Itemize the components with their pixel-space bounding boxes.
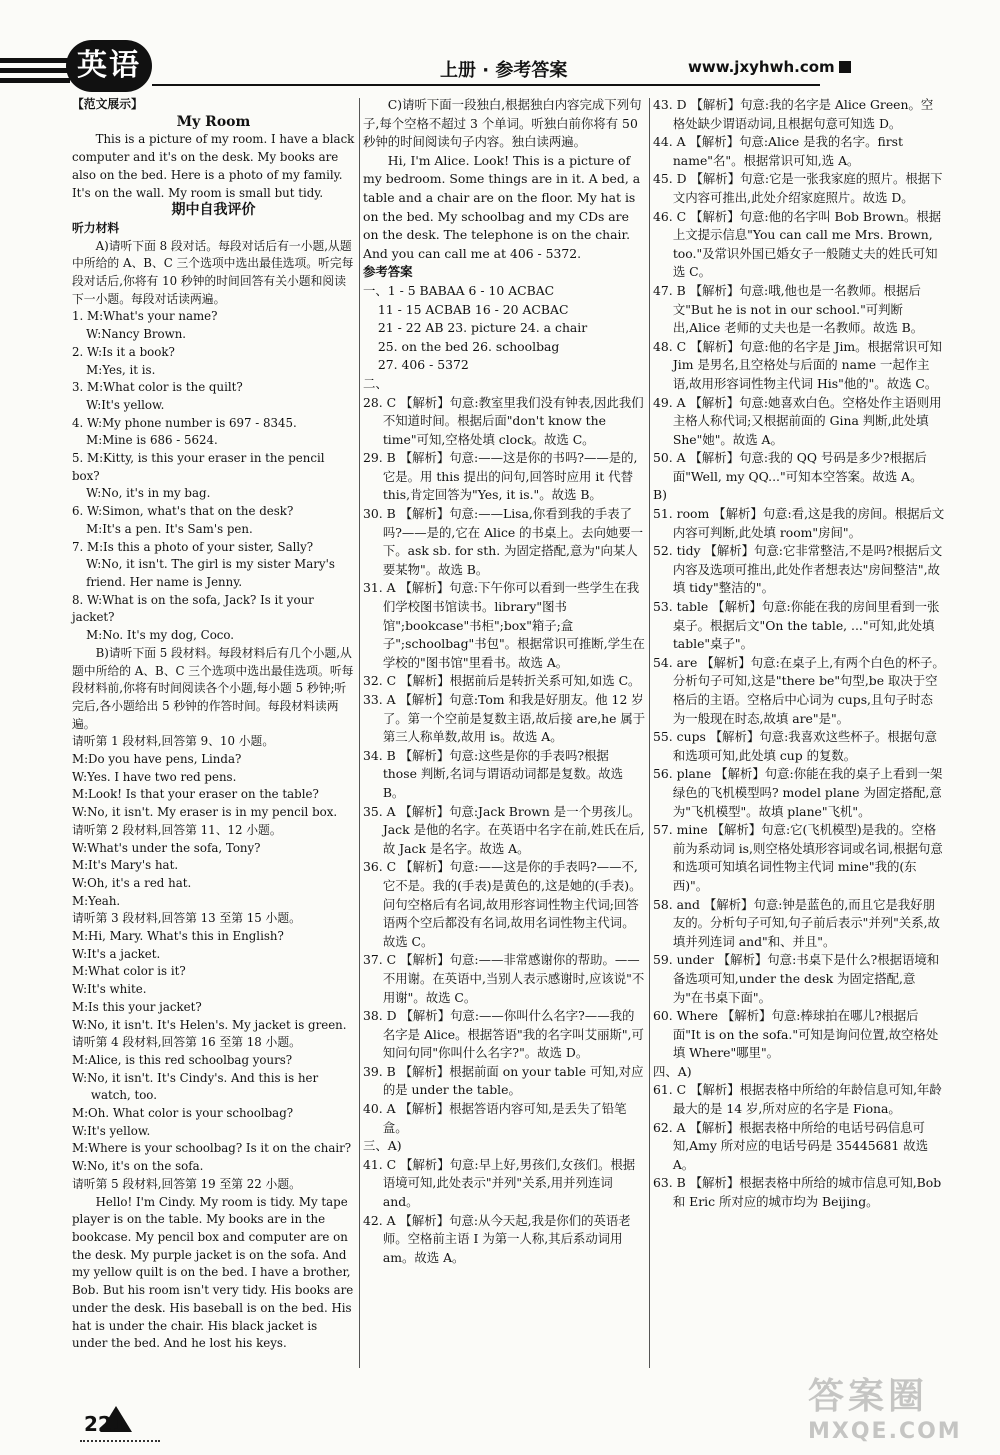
col1-line: 8. W:What is on the sofa, Jack? Is it your jacket?: [72, 592, 314, 625]
col1-line: 2. W:Is it a book?: [72, 344, 175, 359]
col2-line: 42. A 【解析】句意:从今天起,我是你们的英语老师。空格前主语 I 为第一人称,其后系动词用 am。故选 A。: [363, 1212, 631, 1265]
col1-line: M:Mine is 686 - 5624.: [86, 433, 218, 448]
col3-line: 54. are 【解析】句意:在桌子上,有两个白色的杯子。分析句子可知,这是"there be"句型,be 取决于空格后的主语。空格后中心词为 cups,且句子时态为一般现在时态,故填 are"是"。: [653, 654, 945, 726]
url-block-icon: [839, 61, 851, 73]
col1-line: W:Nancy Brown.: [86, 327, 187, 342]
col3-line: 58. and 【解析】句意:钟是蓝色的,而且它是我好朋友的。分析句子可知,句子前后表示"并列"关系,故填并列连词 and"和、并且"。: [653, 896, 940, 949]
col1-line: 7. M:Is this a photo of your sister, Sally?: [72, 539, 314, 554]
column-divider-1: [359, 98, 360, 1368]
col3-line: 62. A 【解析】根据表格中所给的电话号码信息可知,Amy 所对应的电话号码是 35445681 故选 A。: [653, 1119, 929, 1172]
col3-line: B): [653, 487, 667, 503]
col3-line: 45. D 【解析】句意:它是一张我家庭的照片。根据下文内容可推出,此处介绍家庭照片。故选 D。: [653, 171, 943, 205]
col2-line: 38. D 【解析】句意:——你叫什么名字?——我的名字是 Alice。根据答语"我的名字叫艾丽斯",可知问句同"你叫什么名字?"。故选 D。: [363, 1008, 644, 1061]
page-header: [0, 0, 1000, 92]
col2-line: 21 - 22 AB 23. picture 24. a chair: [377, 320, 588, 336]
col2-line: 一、1 - 5 BABAA 6 - 10 ACBAC: [363, 282, 555, 298]
col1-line: Hello! I'm Cindy. My room is tidy. My tape player is on the table. My books are in the bookcase. My pencil box and computer are on the desk. My purple jacket is on the sofa. And my yellow quilt is on the bed. I have a brother, Bob. But his room isn't very tidy. His books are under the desk. His baseball is on the bed. His hat is under the chair. His black jacket is under the bed. And he lost his keys.: [72, 1194, 354, 1351]
col1-line: 3. M:What color is the quilt?: [72, 380, 243, 395]
col2-line: 30. B 【解析】句意:——Lisa,你看到我的手表了吗?——是的,它在 Alice 的书桌上。去向她要一下。ask sb. for sth. 为固定搭配,意为"向某人要某物"。故选 B。: [363, 506, 644, 577]
col1-line: M:Hi, Mary. What's this in English?: [72, 929, 284, 944]
col1-line: M:Yes, it is.: [86, 362, 156, 377]
col3-line: 59. under 【解析】句意:书桌下是什么?根据语境和备选项可知,under the desk 为固定搭配,意为"在书桌下面"。: [653, 952, 940, 1005]
col1-line: W:No, it's in my bag.: [86, 486, 211, 501]
col3-line: 57. mine 【解析】句意:它(飞机模型)是我的。空格前为系动词 is,则空格处填形容词或名词,根据句意和选项可知填名词性物主代词 mine"我的(东西)"。: [653, 822, 943, 893]
col1-line: M:Is this your jacket?: [72, 999, 202, 1014]
col2-line: Hi, I'm Alice. Look! This is a picture of my bedroom. Some things are in it. A bed, a table and a chair are on the floor. My hat is on the bed. My schoolbag and my CDs are on the desk. The telephone is on the chair. And you can call me at 406 - 5372.: [363, 152, 641, 261]
col3-line: 55. cups 【解析】句意:我喜欢这些杯子。根据句意和选项可知,此处填 cup 的复数。: [653, 729, 937, 763]
col1-line: 期中自我评价: [171, 202, 256, 219]
col1-line: This is a picture of my room. I have a black computer and it's on the desk. My books are also on the bed. Here is a photo of my family. It's on the wall. My room is small but tidy.: [72, 132, 355, 200]
col2-line: 29. B 【解析】句意:——这是你的书吗?——是的,它是。用 this 提出的问句,回答时应用 it 代替 this,肯定回答为"Yes, it is."。故选 B。: [363, 450, 638, 503]
col2-line: 36. C 【解析】句意:——这是你的手表吗?——不,它不是。我的(手表)是黄色的,这是她的(手表)。问句空格后有名词,故用形容词性物主代词;回答语两个空后都没有名词,故用名词性物主代词。故选 C。: [363, 859, 642, 949]
column-1: [72, 96, 355, 1353]
col2-line: 34. B 【解析】句意:这些是你的手表吗?根据 those 判断,名词与谓语动词都是复数。故选 B。: [363, 747, 624, 800]
col2-line: 37. C 【解析】句意:——非常感谢你的帮助。——不用谢。在英语中,当别人表示感谢时,应该说"不用谢"。故选 C。: [363, 952, 645, 1005]
column-divider-2: [649, 98, 650, 1368]
col3-line: 47. B 【解析】句意:哦,他也是一名教师。根据后文"But he is not in our school."可判断出,Alice 老师的丈夫也是一名教师。故选 B。: [653, 282, 924, 336]
col1-line: M:Oh. What color is your schoolbag?: [72, 1106, 294, 1121]
col2-line: 33. A 【解析】句意:Tom 和我是好朋友。他 12 岁了。第一个空前是复数主语,故后接 are,he 属于第三人称单数,故用 is。故选 A。: [363, 692, 646, 745]
col3-line: 43. D 【解析】句意:我的名字是 Alice Green。空格处缺少谓语动词,且根据句意可知选 D。: [653, 97, 934, 131]
col1-line: 请听第 1 段材料,回答第 9、10 小题。: [72, 734, 275, 749]
col1-line: W:No, it isn't. My eraser is in my pencil box.: [72, 805, 338, 820]
col1-line: M:Where is your schoolbag? Is it on the chair?: [72, 1141, 352, 1156]
col2-line: 41. C 【解析】句意:早上好,男孩们,女孩们。根据语境可知,此处表示"并列"关系,用并列连词 and。: [363, 1156, 636, 1210]
col1-line: W:No, it isn't. It's Helen's. My jacket is green.: [72, 1017, 347, 1032]
col2-line: 参考答案: [363, 264, 413, 280]
header-url-text: www.jxyhwh.com: [688, 58, 835, 76]
col3-line: 56. plane 【解析】句意:你能在我的桌子上看到一架绿色的飞机模型吗? model plane 为固定搭配,意为"飞机模型"。故填 plane"飞机"。: [653, 766, 943, 819]
col3-line: 48. C 【解析】句意:他的名字是 Jim。根据常识可知 Jim 是男名,且空格处与后面的 name 一起作主语,故用形容词性物主代词 His"他的"。故选 C。: [653, 338, 942, 391]
col3-line: 44. A 【解析】句意:Alice 是我的名字。first name"名"。根据常识可知,选 A。: [653, 134, 904, 168]
col3-line: 46. C 【解析】句意:他的名字叫 Bob Brown。根据上文提示信息"You can call me Mrs. Brown, too."及常识外国已婚女子一般随丈夫的姓氏可知选 C。: [653, 208, 942, 280]
col1-line: M:It's a pen. It's Sam's pen.: [86, 521, 253, 536]
header-title: 上册 · 参考答案: [440, 60, 568, 81]
col1-line: W:No, it isn't. It's Cindy's. And this is her watch, too.: [72, 1070, 319, 1103]
watermark-text-bottom: MXQE.COM: [808, 1419, 962, 1444]
col1-line: 请听第 2 段材料,回答第 11、12 小题。: [72, 822, 282, 837]
col1-line: W:It's white.: [72, 982, 147, 997]
column-3: [653, 96, 945, 1212]
col2-line: 35. A 【解析】句意:Jack Brown 是一个男孩儿。Jack 是他的名字。在英语中名字在前,姓氏在后,故 Jack 是名字。故选 A。: [363, 803, 645, 856]
col2-line: 11 - 15 ACBAB 16 - 20 ACBAC: [377, 301, 569, 317]
col1-line: W:Yes. I have two red pens.: [72, 769, 237, 784]
col1-line: 请听第 3 段材料,回答第 13 至第 15 小题。: [72, 911, 301, 926]
col1-line: M:Yeah.: [72, 893, 121, 908]
page-number: 221: [84, 1412, 126, 1436]
col3-line: 52. tidy 【解析】句意:它非常整洁,不是吗?根据后文内容及选项可推出,此处作者想表达"房间整洁",故填 tidy"整洁的"。: [653, 543, 943, 596]
col1-line: 5. M:Kitty, is this your eraser in the pencil box?: [72, 451, 325, 483]
watermark-text-top: 答案圈: [808, 1376, 929, 1417]
col1-line: A)请听下面 8 段对话。每段对话后有一小题,从题中所给的 A、B、C 三个选项中选出最佳选项。听完每段对话后,你将有 10 秒钟的时间回答有关小题和阅读下一小题。每段对话读两遍。: [72, 238, 354, 306]
subject-logo: 英语: [66, 40, 152, 92]
header-rule: [152, 84, 820, 86]
header-url: [688, 58, 851, 76]
col1-line: 【范文展示】: [72, 97, 143, 111]
col3-line: 49. A 【解析】句意:她喜欢白色。空格处作主语则用主格人称代词;又根据前面的 Gina 判断,此处填 She"她"。故选 A。: [653, 394, 942, 447]
col3-line: 63. B 【解析】根据表格中所给的城市信息可知,Bob 和 Eric 所对应的城市均为 Beijing。: [653, 1175, 942, 1210]
col2-line: 28. C 【解析】句意:教室里我们没有钟表,因此我们不知道时间。根据后面"don't know the time"可知,空格处填 clock。故选 C。: [363, 394, 644, 447]
col3-line: 60. Where 【解析】句意:棒球拍在哪儿?根据后面"It is on the sofa."可知是询问位置,故空格处填 Where"哪里"。: [653, 1008, 939, 1061]
col1-line: My Room: [176, 113, 251, 130]
col2-line: 39. B 【解析】根据前面 on your table 可知,对应的是 under the table。: [363, 1063, 644, 1098]
col3-line: 53. table 【解析】句意:你能在我的房间里看到一张桌子。根据后文"On the table, ..."可知,此处填 table"桌子"。: [653, 599, 940, 652]
col1-line: 4. W:My phone number is 697 - 8345.: [72, 415, 297, 430]
col1-line: W:It's yellow.: [72, 1123, 151, 1138]
col2-line: 40. A 【解析】根据答语内容可知,是丢失了铅笔盒。: [363, 1101, 627, 1135]
col1-line: 6. W:Simon, what's that on the desk?: [72, 504, 294, 519]
col1-line: W:What's under the sofa, Tony?: [72, 840, 261, 855]
col3-line: 四、A): [653, 1063, 692, 1079]
col1-line: M:What color is it?: [72, 964, 186, 979]
col1-line: M:It's Mary's hat.: [72, 858, 179, 873]
col1-line: M:No. It's my dog, Coco.: [86, 628, 235, 643]
col3-line: 50. A 【解析】句意:我的 QQ 号码是多少?根据后面"Well, my QQ..."可知本空答案。故选 A。: [653, 450, 927, 484]
column-2: [363, 96, 646, 1267]
col2-line: C)请听下面一段独白,根据独白内容完成下列句子,每个空格不超过 3 个单词。听独白前你将有 50 秒钟的时间阅读句子内容。独白读两遍。: [363, 97, 642, 150]
col1-line: W:It's yellow.: [86, 397, 165, 412]
col1-line: B)请听下面 5 段材料。每段材料后有几个小题,从题中所给的 A、B、C 三个选项中选出最佳选项。听每段材料前,你将有时间阅读各个小题,每小题 5 秒钟;听完后,各小题给出 5 秒钟的作答时间。每段材料读两遍。: [72, 645, 354, 731]
col2-line: 32. C 【解析】根据前后是转折关系可知,如选 C。: [363, 673, 641, 689]
col1-line: W:No, it isn't. The girl is my sister Mary's friend. Her name is Jenny.: [86, 557, 335, 589]
col2-line: 二、: [363, 375, 388, 391]
col1-line: M:Do you have pens, Linda?: [72, 752, 242, 767]
col2-line: 三、A): [363, 1138, 402, 1154]
col2-line: 31. A 【解析】句意:下午你可以看到一些学生在我们学校图书馆读书。library"图书馆";bookcase"书柜";box"箱子;盒子";schoolbag"书包"。根据常识可推断,学生在学校的"图书馆"里看书。故选 A。: [363, 580, 645, 670]
col1-line: 1. M:What's your name?: [72, 309, 218, 324]
col1-line: W:It's a jacket.: [72, 946, 161, 961]
col1-line: 请听第 5 段材料,回答第 19 至第 22 小题。: [72, 1176, 301, 1191]
col3-line: 51. room 【解析】句意:看,这是我的房间。根据后文内容可判断,此处填 room"房间"。: [653, 506, 945, 540]
header-decor-bars: [0, 58, 70, 88]
col1-line: M:Alice, is this red schoolbag yours?: [72, 1052, 293, 1067]
col1-line: W:Oh, it's a red hat.: [72, 875, 192, 890]
col1-line: 听力材料: [72, 220, 120, 235]
watermark-logo: [808, 1368, 988, 1448]
col2-line: 27. 406 - 5372: [377, 357, 469, 373]
wave-decor: [80, 1434, 160, 1442]
col3-line: 61. C 【解析】根据表格中所给的年龄信息可知,年龄最大的是 14 岁,所对应的名字是 Fiona。: [653, 1082, 942, 1117]
col2-line: 25. on the bed 26. schoolbag: [377, 338, 560, 354]
col1-line: M:Look! Is that your eraser on the table?: [72, 787, 319, 802]
col1-line: W:No, it's on the sofa.: [72, 1159, 204, 1174]
col1-line: 请听第 4 段材料,回答第 16 至第 18 小题。: [72, 1035, 301, 1050]
